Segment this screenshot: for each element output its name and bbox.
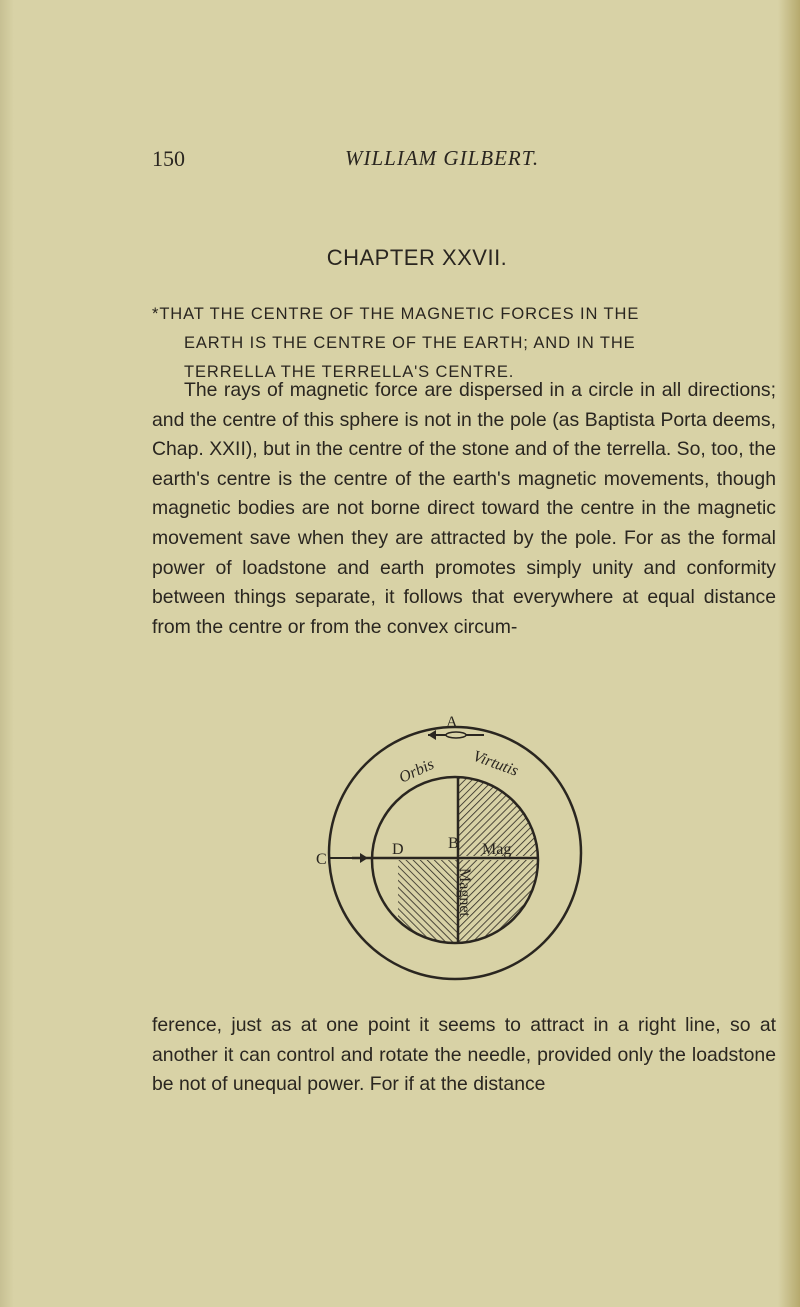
label-left: C xyxy=(316,851,327,868)
label-vertical: Magnet xyxy=(456,868,473,917)
label-inner-left: D xyxy=(392,841,404,858)
left-needle xyxy=(330,853,368,863)
label-virtutis: Virtutis xyxy=(470,747,521,780)
label-magnet: Mag xyxy=(482,841,512,858)
running-head-title: WILLIAM GILBERT. xyxy=(345,146,540,170)
chapter-title: CHAPTER XXVII. xyxy=(326,245,508,270)
terrella-figure xyxy=(310,708,596,984)
chapter-heading-line: TERRELLA THE TERRELLA'S CENTRE. xyxy=(184,363,515,381)
chapter-heading-line: *THAT THE CENTRE OF THE MAGNETIC FORCES IN THE xyxy=(152,305,640,323)
label-top: A xyxy=(446,714,458,731)
top-needle xyxy=(428,730,484,740)
body-paragraph: The rays of magnetic force are dispersed in a circle in all directions; and the centre of this sphere is not in the pole (as Baptista Porta deems, Chap. XXII), but in the centre of the stone and of the terrella. So, too, the earth's centre is the centre of the earth's magnetic movements, though magnetic bodies are not borne direct toward the centre in the magnetic movement save when they are attracted by the pole. For as the formal power of loadstone and earth promotes simply unity and conformity between things separate, it follows that everywhere at equal distance from the centre or from the convex circum- xyxy=(152,379,776,638)
label-inner-top: B xyxy=(448,835,459,852)
label-orbis: Orbis xyxy=(396,755,437,787)
body-paragraph: ference, just as at one point it seems to attract in a right line, so at another it can control and rotate the needle, provided only the loadstone be not of unequal power. For if at the distance xyxy=(152,1014,776,1096)
chapter-heading xyxy=(152,300,776,387)
terrella-diagram xyxy=(310,708,596,984)
page-number: 150 xyxy=(152,146,185,171)
chapter-heading-line: EARTH IS THE CENTRE OF THE EARTH; AND IN THE xyxy=(184,334,636,352)
